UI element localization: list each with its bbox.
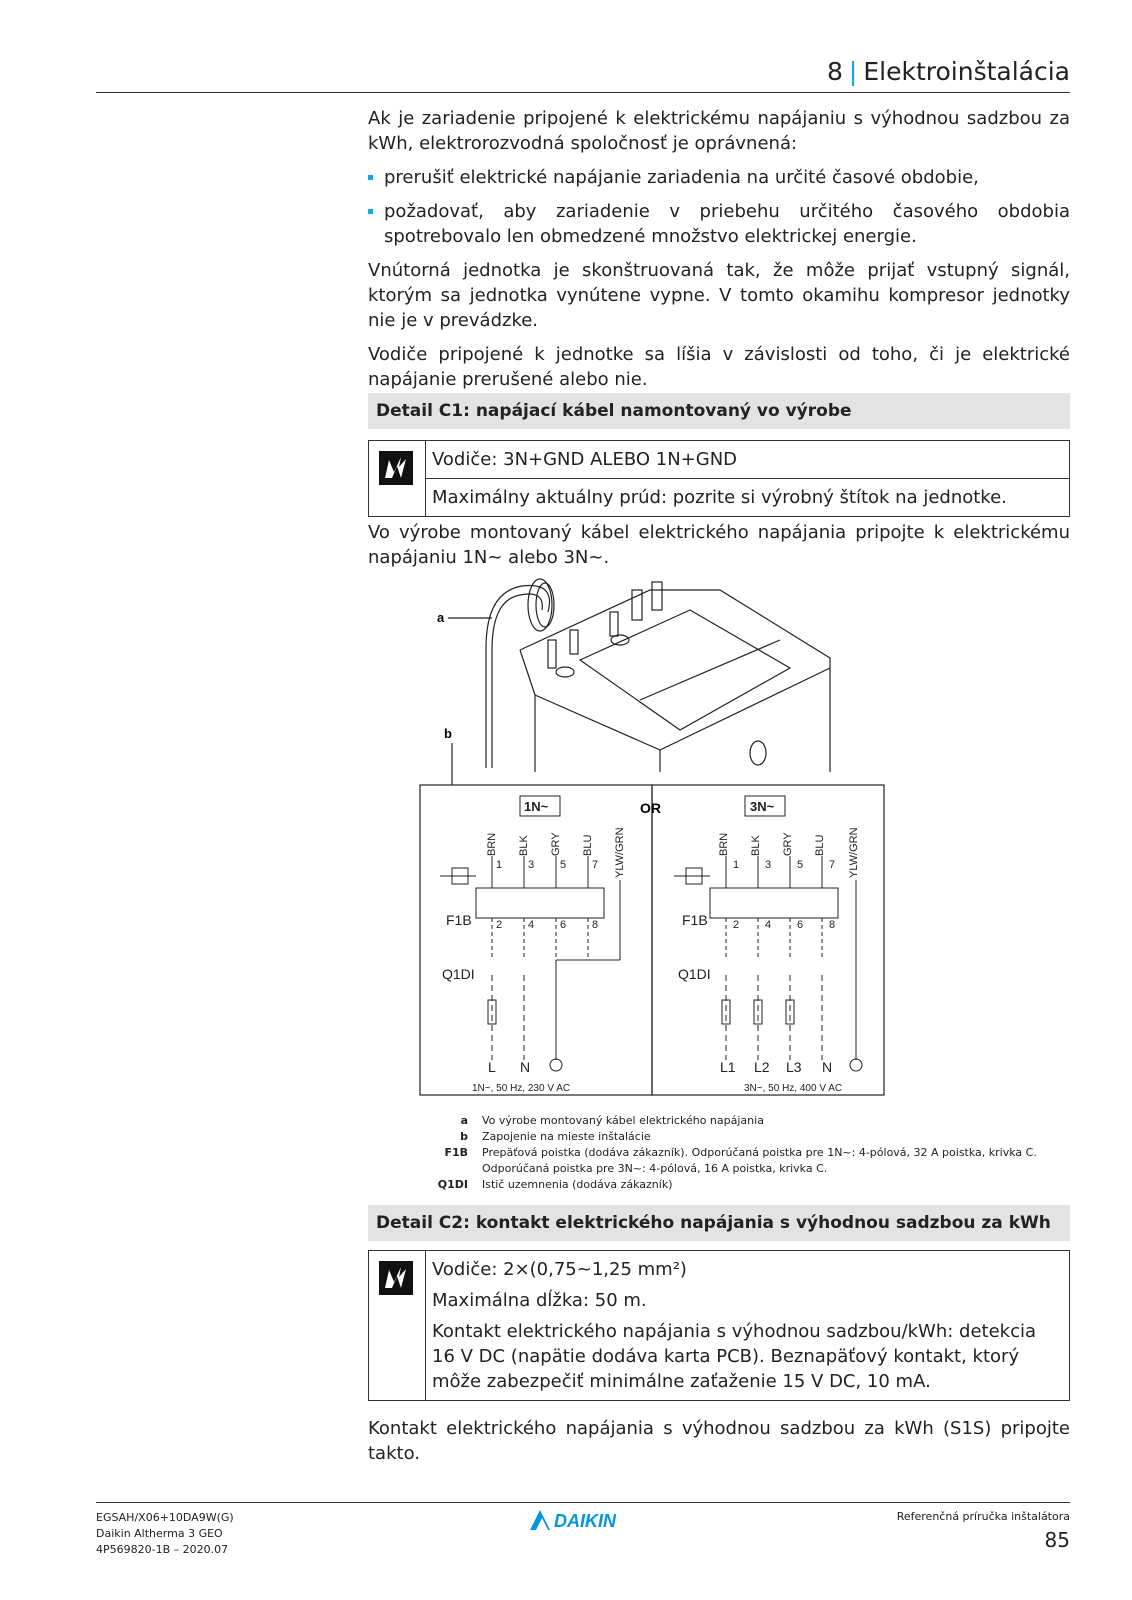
wire-label: BLK xyxy=(518,835,530,856)
f1b-label: F1B xyxy=(446,912,472,928)
terminal-num: 7 xyxy=(829,859,836,871)
legend-value: Prepäťová poistka (dodáva zákazník). Odporúčaná poistka pre 1N~: 4-pólová, 32 A poistka, krivka C. Odporúčaná poistka pre 3N~: 4-pólová, 16 A poistka, krivka C. xyxy=(482,1146,1037,1175)
section-heading-c2 xyxy=(368,1205,1070,1241)
terminal-label: L xyxy=(488,1059,496,1075)
terminal-num: 3 xyxy=(528,859,535,871)
f1b-label: F1B xyxy=(682,912,708,928)
chapter-title: Elektroinštalácia xyxy=(863,57,1070,86)
label-a: a xyxy=(437,610,445,625)
wire-label: BLU xyxy=(582,834,594,856)
legend-key: Q1DI xyxy=(437,1178,468,1191)
wire-label: GRY xyxy=(782,832,794,856)
terminal-num: 6 xyxy=(797,919,804,931)
terminal-num: 2 xyxy=(733,919,740,931)
terminal-num: 5 xyxy=(560,859,567,871)
info-row: Maximálna dĺžka: 50 m. xyxy=(432,1290,647,1311)
legend-key: b xyxy=(460,1130,468,1143)
footer-right: Referenčná príručka inštalátora xyxy=(896,1510,1070,1523)
intro-paragraph: Vnútorná jednotka je skonštruovaná tak, že môže prijať vstupný signál, ktorým sa jednotka vynútene vypne. V tomto okamihu kompresor jednotky nie je v prevádzke. xyxy=(368,260,1070,331)
wire-label: YLW/GRN xyxy=(848,827,860,878)
terminal-num: 4 xyxy=(765,919,772,931)
wire-label: BRN xyxy=(718,832,730,856)
wire-label: YLW/GRN xyxy=(614,827,626,878)
q1di-label: Q1DI xyxy=(678,966,711,982)
figure-legend xyxy=(380,1113,1080,1193)
legend-item xyxy=(380,1113,1080,1129)
info-row: Maximálny aktuálny prúd: pozrite si výrobný štítok na jednotke. xyxy=(426,478,1069,516)
terminal-label: L1 xyxy=(720,1059,736,1075)
product-name: Daikin Altherma 3 GEO xyxy=(96,1527,223,1540)
q1di-label: Q1DI xyxy=(442,966,475,982)
terminal-num: 6 xyxy=(560,919,567,931)
legend-item xyxy=(380,1145,1080,1177)
footer-left xyxy=(96,1510,234,1558)
legend-item xyxy=(380,1129,1080,1145)
c2-after-text xyxy=(368,1416,1070,1466)
terminal-label: N xyxy=(822,1059,833,1075)
model-code: EGSAH/X06+10DA9W(G) xyxy=(96,1511,234,1524)
bullet-item: prerušiť elektrické napájanie zariadenia na určité časové obdobie, xyxy=(368,165,1070,190)
wire-label: GRY xyxy=(550,832,562,856)
daikin-logo xyxy=(528,1508,638,1536)
terminal-label: L3 xyxy=(786,1059,802,1075)
document-code: 4P569820-1B – 2020.07 xyxy=(96,1543,229,1556)
intro-paragraph: Vodiče pripojené k jednotke sa líšia v závislosti od toho, či je elektrické napájanie prerušené alebo nie. xyxy=(368,344,1070,390)
legend-value: Vo výrobe montovaný kábel elektrického napájania xyxy=(482,1114,764,1127)
wire-label: BLK xyxy=(750,835,762,856)
terminal-num: 7 xyxy=(592,859,599,871)
info-row: Vodiče: 3N+GND ALEBO 1N+GND xyxy=(432,449,738,470)
section-heading-text: Detail C1: napájací kábel namontovaný vo výrobe xyxy=(368,393,1070,429)
bullet-item: požadovať, aby zariadenie v priebehu určitého časového obdobia spotrebovalo len obmedzené množstvo elektrickej energie. xyxy=(368,199,1070,249)
brand-text: DAIKIN xyxy=(554,1511,616,1531)
paragraph: Kontakt elektrického napájania s výhodnou sadzbou za kWh (S1S) pripojte takto. xyxy=(368,1418,1070,1464)
legend-key: F1B xyxy=(444,1146,468,1159)
terminal-num: 5 xyxy=(797,859,804,871)
wire-label: BLU xyxy=(814,834,826,856)
chapter-number: 8 xyxy=(827,57,843,86)
terminal-num: 2 xyxy=(496,919,503,931)
supply-caption: 1N~, 50 Hz, 230 V AC xyxy=(472,1083,571,1094)
terminal-num: 1 xyxy=(733,859,740,871)
terminal-num: 8 xyxy=(592,919,599,931)
section-heading-text: Detail C2: kontakt elektrického napájania s výhodnou sadzbou za kWh xyxy=(368,1205,1070,1241)
terminal-num: 3 xyxy=(765,859,772,871)
info-row: Kontakt elektrického napájania s výhodnou sadzbou/kWh: detekcia 16 V DC (napätie dodáva karta PCB). Beznapäťový kontakt, ktorý môže zabezpečiť minimálne zaťaženie 15 V DC, 10 mA. xyxy=(432,1321,1037,1392)
header-separator: | xyxy=(848,57,858,86)
page-number: 85 xyxy=(1044,1528,1070,1552)
terminal-label: L2 xyxy=(754,1059,770,1075)
info-row: Vodiče: 2×(0,75~1,25 mm²) xyxy=(432,1259,687,1280)
terminal-num: 8 xyxy=(829,919,836,931)
intro-paragraph: Ak je zariadenie pripojené k elektrickému napájaniu s výhodnou sadzbou za kWh, elektrorozvodná spoločnosť je oprávnená: xyxy=(368,108,1070,154)
electrical-warning-icon xyxy=(369,1251,426,1400)
footer-rule xyxy=(96,1502,1070,1503)
label-or: OR xyxy=(640,800,661,816)
terminal-num: 4 xyxy=(528,919,535,931)
title-1n: 1N~ xyxy=(524,799,549,814)
title-3n: 3N~ xyxy=(750,799,775,814)
legend-value: Istič uzemnenia (dodáva zákazník) xyxy=(482,1178,673,1191)
supply-caption: 3N~, 50 Hz, 400 V AC xyxy=(744,1083,843,1094)
legend-item xyxy=(380,1177,1080,1193)
terminal-num: 1 xyxy=(496,859,503,871)
terminal-label: N xyxy=(520,1059,531,1075)
paragraph: Vo výrobe montovaný kábel elektrického napájania pripojte k elektrickému napájaniu 1N~ alebo 3N~. xyxy=(368,522,1070,568)
legend-key: a xyxy=(460,1114,468,1127)
label-b: b xyxy=(444,726,452,741)
info-box-c2 xyxy=(368,1250,1070,1401)
wire-label: BRN xyxy=(486,832,498,856)
legend-value: Zapojenie na mieste inštalácie xyxy=(482,1130,651,1143)
